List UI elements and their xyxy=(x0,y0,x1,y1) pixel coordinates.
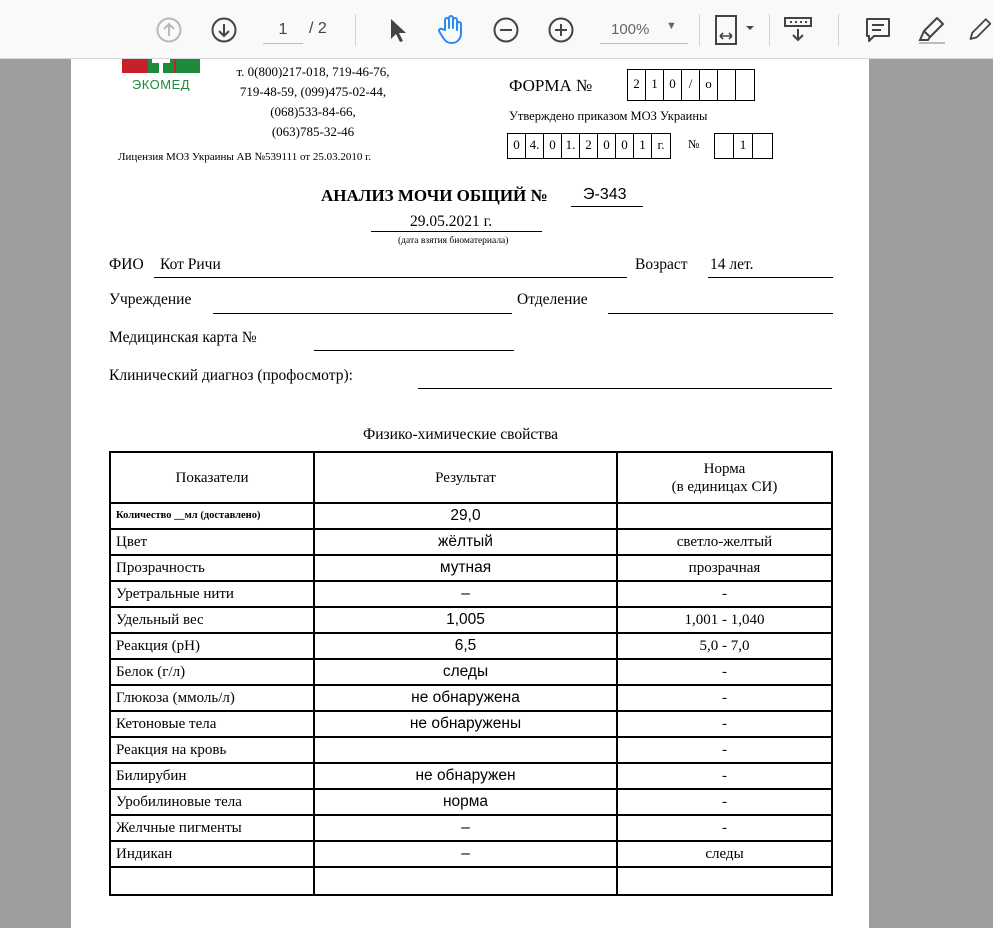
table-row xyxy=(110,789,832,815)
row-result: не обнаружена xyxy=(314,685,617,711)
row-result: не обнаружены xyxy=(314,711,617,737)
row-norm xyxy=(617,867,832,895)
row-norm xyxy=(617,503,832,529)
table-row xyxy=(110,815,832,841)
institution-line xyxy=(213,313,512,314)
pdf-toolbar xyxy=(0,0,993,59)
table-header-row xyxy=(110,452,832,503)
approved-text: Утверждено приказом МОЗ Украины xyxy=(509,109,708,123)
page-total: / 2 xyxy=(309,20,327,37)
row-result: следы xyxy=(314,659,617,685)
contact-line: т. 0(800)217-018, 719-46-76, xyxy=(236,64,390,79)
forma-box xyxy=(718,70,736,100)
forma-box: 2 xyxy=(628,70,646,100)
medical-card-label: Медицинская карта № xyxy=(109,329,257,346)
fio-line xyxy=(154,277,627,278)
pdf-page xyxy=(71,59,869,928)
row-norm: - xyxy=(617,711,832,737)
row-name: Цвет xyxy=(110,529,314,555)
row-result: жёлтый xyxy=(314,529,617,555)
select-cursor-icon[interactable] xyxy=(382,14,412,46)
table-row xyxy=(110,633,832,659)
row-norm: - xyxy=(617,737,832,763)
header-result: Результат xyxy=(314,452,617,503)
approval-date-boxes xyxy=(507,133,671,159)
date-box: 2 xyxy=(580,134,598,158)
order-number-label: № xyxy=(688,137,700,151)
row-norm: прозрачная xyxy=(617,555,832,581)
contact-line: 719-48-59, (099)475-02-44, xyxy=(239,84,387,99)
table-row xyxy=(110,581,832,607)
row-result: – xyxy=(314,841,617,867)
row-result: 29,0 xyxy=(314,503,617,529)
row-name: Уретральные нити xyxy=(110,581,314,607)
pen-icon[interactable] xyxy=(966,14,993,46)
date-box: г. xyxy=(657,137,665,152)
table-row xyxy=(110,841,832,867)
document-title: АНАЛИЗ МОЧИ ОБЩИЙ № xyxy=(321,186,548,205)
header-norm-units: (в единицах СИ) xyxy=(671,478,778,495)
row-norm: - xyxy=(617,815,832,841)
date-box: 0 xyxy=(598,134,616,158)
row-norm: 5,0 - 7,0 xyxy=(617,633,832,659)
age-label: Возраст xyxy=(635,256,688,273)
table-row xyxy=(110,503,832,529)
table-row xyxy=(110,763,832,789)
header-indicator: Показатели xyxy=(110,452,314,503)
row-norm: - xyxy=(617,659,832,685)
arrow-down-icon[interactable] xyxy=(209,15,239,45)
diagnosis-label: Клинический диагноз (профосмотр): xyxy=(109,367,353,384)
date-box: 4. xyxy=(526,134,544,158)
row-norm: - xyxy=(617,581,832,607)
analysis-number-line xyxy=(571,206,643,207)
results-table xyxy=(109,451,833,896)
forma-box: 0 xyxy=(664,70,682,100)
row-result: 1,005 xyxy=(314,607,617,633)
logo-text: ЭКОМЕД xyxy=(131,77,191,91)
row-name: Уробилиновые тела xyxy=(110,789,314,815)
institution-label: Учреждение xyxy=(109,291,192,308)
table-row xyxy=(110,711,832,737)
contact-phones xyxy=(223,62,403,142)
toolbar-divider xyxy=(838,14,839,46)
date-box: 0 xyxy=(544,134,562,158)
order-box xyxy=(715,134,734,158)
date-box: 1. xyxy=(562,134,580,158)
table-row xyxy=(110,529,832,555)
row-name: Кетоновые тела xyxy=(110,711,314,737)
contact-line: (068)533-84-66, xyxy=(270,104,356,119)
license-text: Лицензия МОЗ Украины АВ №539111 от 25.03.2010 г. xyxy=(118,151,372,163)
table-row xyxy=(110,607,832,633)
row-result xyxy=(314,737,617,763)
order-box: 1 xyxy=(734,134,753,158)
department-line xyxy=(608,313,833,314)
date-box: 1 xyxy=(634,134,652,158)
row-name: Глюкоза (ммоль/л) xyxy=(110,685,314,711)
hand-tool-icon[interactable] xyxy=(435,13,467,47)
row-norm: - xyxy=(617,685,832,711)
date-box: 0 xyxy=(508,134,526,158)
sample-date: 29.05.2021 г. xyxy=(410,213,493,230)
forma-box xyxy=(736,70,754,100)
row-norm: светло-желтый xyxy=(617,529,832,555)
zoom-in-icon[interactable] xyxy=(546,15,576,45)
highlighter-icon[interactable] xyxy=(916,14,948,46)
row-name: Удельный вес xyxy=(110,607,314,633)
row-result: мутная xyxy=(314,555,617,581)
header-norm-line: Норма xyxy=(703,460,746,477)
forma-box: o xyxy=(700,70,718,100)
table-row xyxy=(110,867,832,895)
section-title: Физико-химические свойства xyxy=(363,426,559,443)
date-box: 0 xyxy=(616,134,634,158)
chevron-down-icon: ▼ xyxy=(666,20,677,32)
comment-icon[interactable] xyxy=(862,14,894,46)
row-name: Белок (г/л) xyxy=(110,659,314,685)
fio-label: ФИО xyxy=(109,256,144,273)
row-name: Желчные пигменты xyxy=(110,815,314,841)
table-row xyxy=(110,659,832,685)
forma-number-boxes xyxy=(627,69,755,101)
contact-line: (063)785-32-46 xyxy=(271,124,355,139)
diagnosis-line xyxy=(418,388,832,389)
forma-box: / xyxy=(682,70,700,100)
order-box xyxy=(753,134,772,158)
age-value: 14 лет. xyxy=(710,256,754,273)
page-number-input[interactable] xyxy=(263,16,303,44)
toolbar-divider xyxy=(355,14,356,46)
company-logo xyxy=(122,59,200,91)
arrow-up-icon[interactable] xyxy=(154,15,184,45)
table-row xyxy=(110,685,832,711)
department-label: Отделение xyxy=(517,291,588,308)
sample-date-caption: (дата взятия биоматериала) xyxy=(398,236,509,246)
fit-page-icon[interactable] xyxy=(712,13,756,47)
forma-box: 1 xyxy=(646,70,664,100)
forma-label: ФОРМА № xyxy=(509,76,593,95)
table-row xyxy=(110,737,832,763)
analysis-number: Э-343 xyxy=(583,186,627,203)
toolbar-divider xyxy=(699,14,700,46)
row-result: – xyxy=(314,815,617,841)
row-name: Билирубин xyxy=(110,763,314,789)
medical-card-line xyxy=(314,350,514,351)
table-row xyxy=(110,555,832,581)
row-result: 6,5 xyxy=(314,633,617,659)
row-norm: - xyxy=(617,763,832,789)
sample-date-line xyxy=(371,231,542,232)
row-norm: - xyxy=(617,789,832,815)
zoom-out-icon[interactable] xyxy=(491,15,521,45)
zoom-value: 100% xyxy=(611,21,650,38)
row-result: – xyxy=(314,581,617,607)
order-number-boxes xyxy=(714,133,773,159)
row-name: Реакция на кровь xyxy=(110,737,314,763)
row-name: Реакция (рН) xyxy=(110,633,314,659)
row-result: не обнаружен xyxy=(314,763,617,789)
row-name xyxy=(110,867,314,895)
age-line xyxy=(708,277,833,278)
row-name: Индикан xyxy=(110,841,314,867)
stamp-icon[interactable] xyxy=(782,14,814,46)
toolbar-divider xyxy=(769,14,770,46)
zoom-select[interactable] xyxy=(600,16,688,44)
fio-value: Кот Ричи xyxy=(160,256,221,273)
row-result: норма xyxy=(314,789,617,815)
row-result xyxy=(314,867,617,895)
row-norm: следы xyxy=(617,841,832,867)
row-name: Прозрачность xyxy=(110,555,314,581)
header-norm xyxy=(617,452,832,503)
row-norm: 1,001 - 1,040 xyxy=(617,607,832,633)
row-name: Количество __мл (доставлено) xyxy=(110,503,314,529)
